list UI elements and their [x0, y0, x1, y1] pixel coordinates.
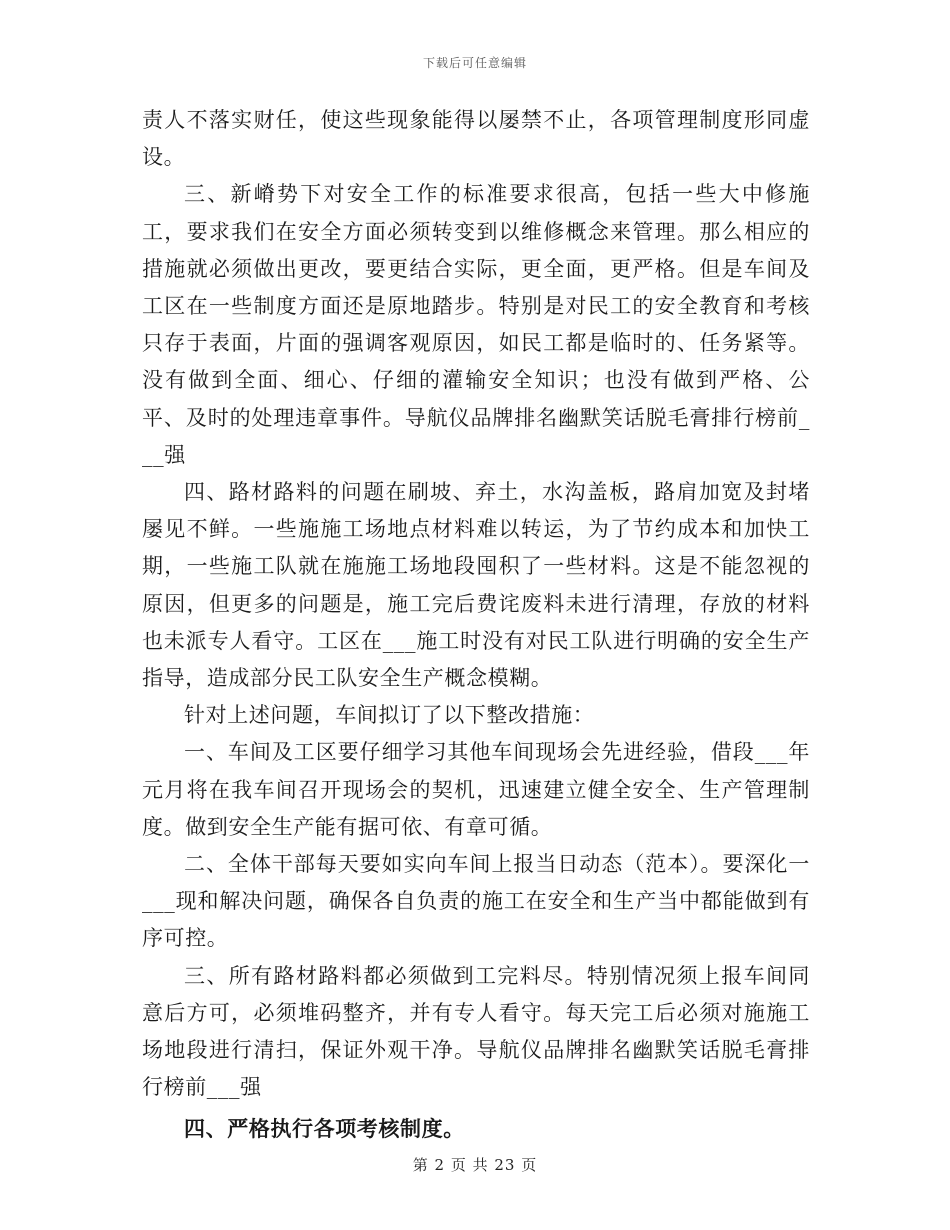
- paragraph-measures-intro: 针对上述问题，车间拟订了以下整改措施：: [184, 703, 595, 728]
- paragraph-measure-one: 一、车间及工区要仔细学习其他车间现场会先进经验，借段___年元月将在我车间召开现场会的契机，迅速建立健全安全、生产管理制度。做到安全生产能有据可依、有章可循。: [142, 740, 810, 839]
- document-body: [142, 102, 810, 1148]
- paragraph-point-three: 三、新嵴势下对安全工作的标准要求很高，包括一些大中修施工，要求我们在安全方面必须转变到以维修概念来管理。那么相应的措施就必须做出更改，要更结合实际，更全面，更严格。但是车间及工区在一些制度方面还是原地踏步。特别是对民工的安全教育和考核只存于表面，片面的强调客观原因，如民工都是临时的、任务紧等。没有做到全面、细心、仔细的灌输安全知识；也没有做到严格、公平、及时的处理违章事件。导航仪品牌排名幽默笑话脱毛膏排行榜前___强: [142, 182, 810, 467]
- paragraph-measure-three: 三、所有路材路料都必须做到工完料尽。特别情况须上报车间同意后方可，必须堆码整齐，并有专人看守。每天完工后必须对施施工场地段进行清扫，保证外观干净。导航仪品牌排名幽默笑话脱毛膏排行榜前___强: [142, 963, 810, 1100]
- page-header: 下载后可任意编辑: [422, 56, 527, 70]
- paragraph-continuation: 责人不落实财任，使这些现象能得以屡禁不止，各项管理制度形同虚设。: [142, 108, 810, 170]
- heading-measure-four: 四、严格执行各项考核制度。: [184, 1116, 465, 1142]
- paragraph-measure-two: 二、全体干部每天要如实向车间上报当日动态（范本）。要深化一___现和解决问题，确保各自负责的施工在安全和生产当中都能做到有序可控。: [142, 852, 810, 951]
- paragraph-point-four: 四、路材路料的问题在刷坡、弃土，水沟盖板，路肩加宽及封堵屡见不鲜。一些施施工场地点材料难以转运，为了节约成本和加快工期，一些施工队就在施施工场地段囤积了一些材料。这是不能忽视的原因，但更多的问题是，施工完后费诧废料未进行清理，存放的材料也未派专人看守。工区在___施工时没有对民工队进行明确的安全生产指导，造成部分民工队安全生产概念模糊。: [142, 480, 810, 691]
- page-number: 第 2 页 共 23 页: [412, 1156, 538, 1174]
